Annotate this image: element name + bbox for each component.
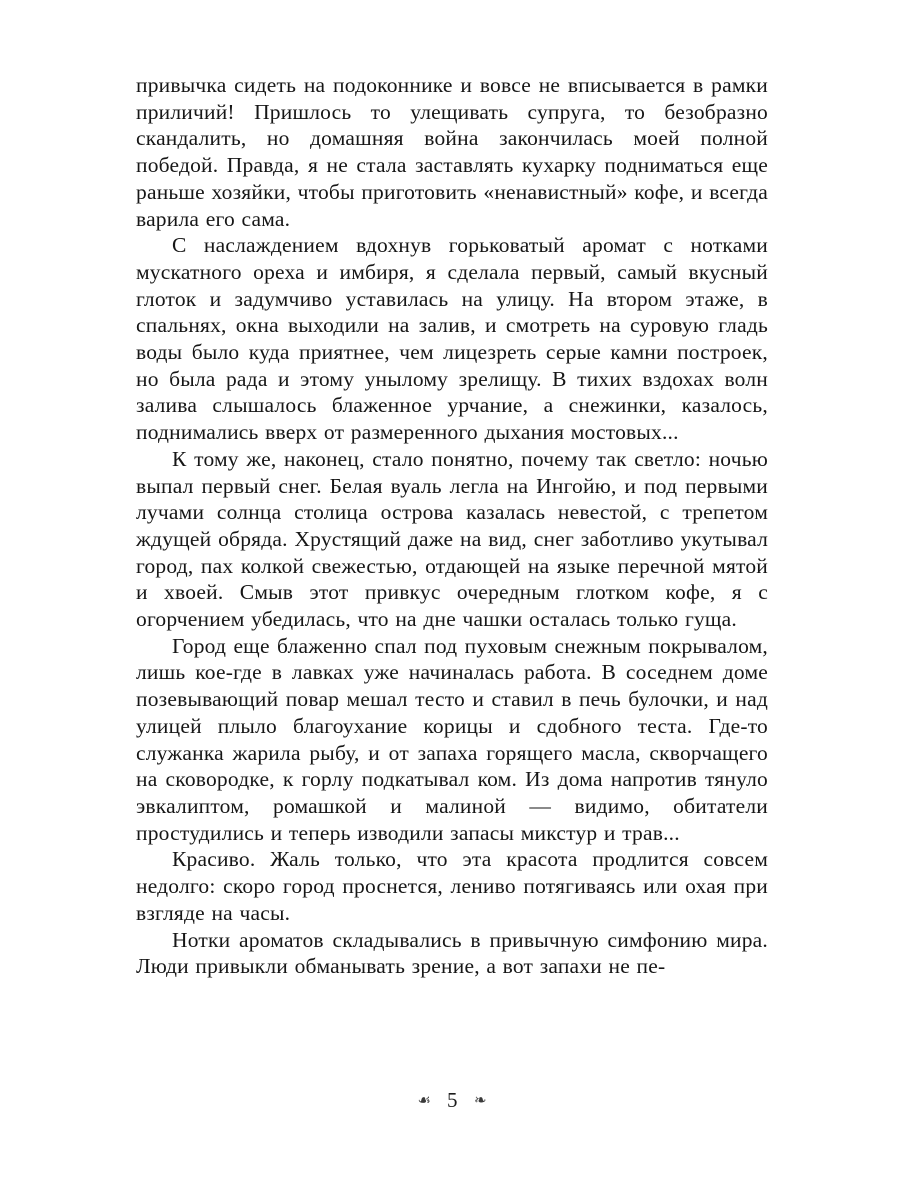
right-ornament-icon: ❧: [473, 1093, 487, 1109]
paragraph: С наслаждением вдохнув горьковатый аромат с нотками мускатного ореха и имбиря, я сделала первый, самый вкусный глоток и задумчиво уставилась на улицу. На втором этаже, в спальнях, окна выходили на залив, и смотреть на суровую гладь воды было куда приятнее, чем лицезреть серые камни построек, но была рада и этому унылому зрелищу. В тихих вздохах волн залива слышалось блаженное урчание, а снежинки, казалось, поднимались вверх от размеренного дыхания мостовых...: [136, 233, 768, 445]
page-number: 5: [446, 1088, 458, 1112]
paragraph: Красиво. Жаль только, что эта красота продлится совсем недолго: скоро город проснется, лениво потягиваясь или охая при взгляде на часы.: [136, 847, 768, 925]
paragraph: привычка сидеть на подоконнике и вовсе не вписывается в рамки приличий! Пришлось то улещивать супруга, то безобразно скандалить, но домашняя война закончилась моей полной победой. Правда, я не стала заставлять кухарку подниматься еще раньше хозяйки, чтобы приготовить «ненавистный» кофе, и всегда варила его сама.: [136, 73, 768, 231]
paragraph: Город еще блаженно спал под пуховым снежным покрывалом, лишь кое-где в лавках уже начиналась работа. В соседнем доме позевывающий повар мешал тесто и ставил в печь булочки, и над улицей плыло благоухание корицы и сдобного теста. Где-то служанка жарила рыбу, и от запаха горящего масла, скворчащего на сковородке, к горлу подкатывал ком. Из дома напротив тянуло эвкалиптом, ромашкой и малиной — видимо, обитатели простудились и теперь изводили запасы микстур и трав...: [136, 633, 768, 845]
left-ornament-icon: ☙: [417, 1093, 431, 1109]
paragraph: Нотки ароматов складывались в привычную симфонию мира. Люди привыкли обманывать зрение, а вот запахи не пе-: [136, 927, 768, 979]
page-footer: [136, 1088, 768, 1113]
paragraph: К тому же, наконец, стало понятно, почему так светло: ночью выпал первый снег. Белая вуаль легла на Ингойю, и под первыми лучами солнца столица острова казалась невестой, с трепетом ждущей обряда. Хрустящий даже на вид, снег заботливо укутывал город, пах колкой свежестью, отдающей на языке перечной мятой и хвоей. Смыв этот привкус очередным глотком кофе, я с огорчением убедилась, что на дне чашки осталась только гуща.: [136, 446, 768, 632]
page-text: [136, 72, 768, 980]
